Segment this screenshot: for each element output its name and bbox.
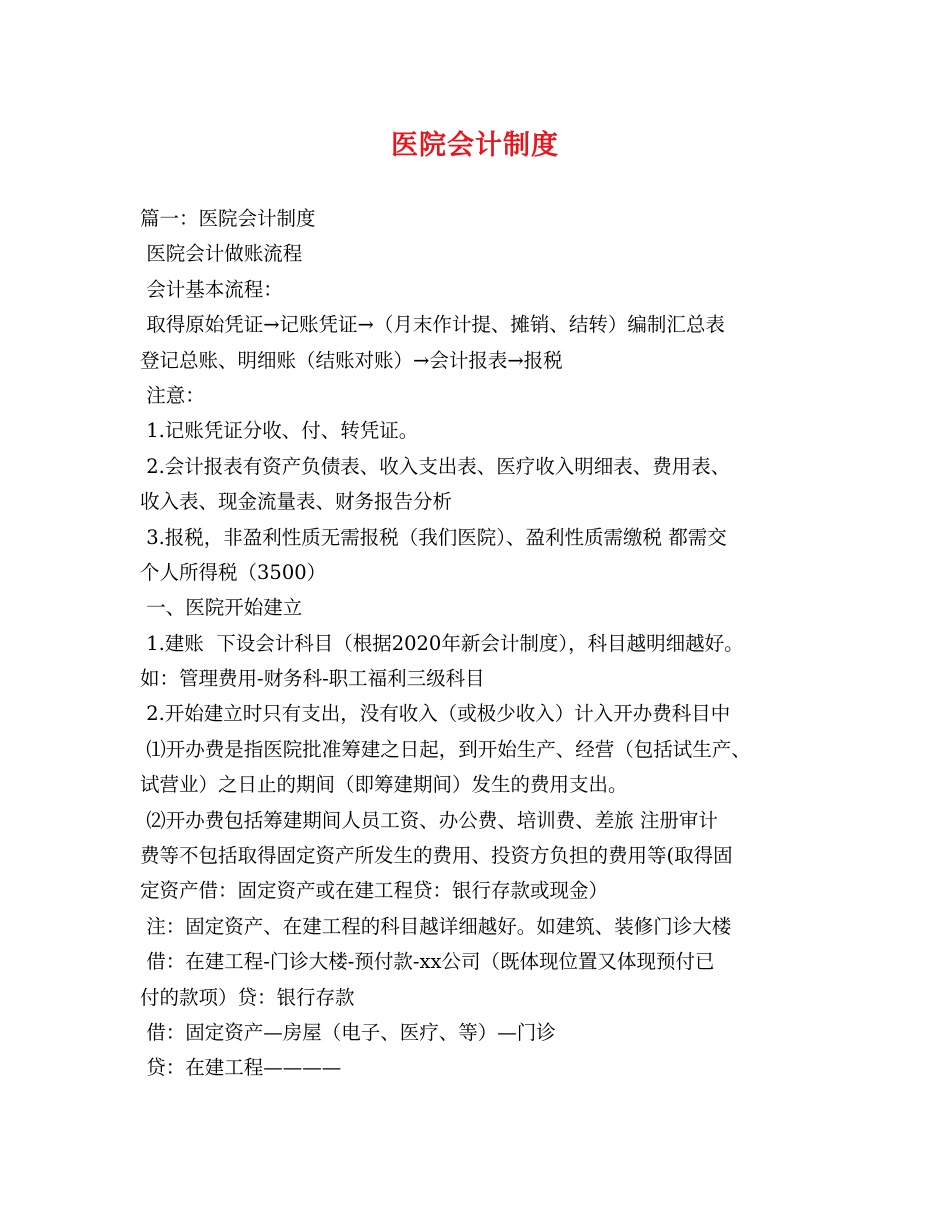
text-line: 3.报税，非盈利性质无需报税（我们医院）、盈利性质需缴税 都需交: [140, 525, 727, 549]
text-line: 1.记账凭证分收、付、转凭证。: [140, 419, 419, 443]
text-line: 会计基本流程：: [140, 277, 283, 301]
text-line: 收入表、现金流量表、财务报告分析: [140, 490, 453, 514]
text-line: ⑴开办费是指医院批准筹建之日起，到开始生产、经营（包括试生产、: [140, 737, 751, 761]
text-line: 定资产借：固定资产或在建工程贷：银行存款或现金）: [140, 879, 609, 903]
document-body: [140, 201, 840, 1086]
text-line: 2.会计报表有资产负债表、收入支出表、医疗收入明细表、费用表、: [140, 454, 731, 478]
text-line: 取得原始凭证→记账凭证→（月末作计提、摊销、结转）编制汇总表: [140, 313, 725, 337]
text-line: 如：管理费用-财务科-职工福利三级科目: [140, 667, 485, 691]
text-line: 贷：在建工程————: [140, 1056, 342, 1080]
text-line: ⑵开办费包括筹建期间人员工资、办公费、培训费、差旅 注册审计: [140, 808, 718, 832]
text-line: 篇一：医院会计制度: [140, 207, 316, 230]
text-line: 付的款项）贷：银行存款: [140, 985, 355, 1009]
text-line: 一、医院开始建立: [140, 596, 303, 620]
text-line: 个人所得税（3500）: [140, 560, 327, 584]
text-line: 1.建账 下设会计科目（根据2020年新会计制度），科目越明细越好。: [140, 631, 744, 655]
text-line: 试营业）之日止的期间（即筹建期间）发生的费用支出。: [140, 773, 628, 797]
text-line: 2.开始建立时只有支出，没有收入（或极少收入）计入开办费科目中: [140, 702, 731, 726]
text-line: 登记总账、明细账（结账对账）→会计报表→报税: [140, 348, 563, 372]
text-line: 注意：: [140, 383, 205, 407]
text-line: 借：在建工程-门诊大楼-预付款-xx公司（既体现位置又体现预付已: [140, 950, 715, 974]
text-line: 注：固定资产、在建工程的科目越详细越好。如建筑、装修门诊大楼: [140, 914, 732, 938]
text-line: 借：固定资产—房屋（电子、医疗、等）—门诊: [140, 1020, 556, 1044]
text-line: 医院会计做账流程: [140, 242, 303, 266]
text-line: 费等不包括取得固定资产所发生的费用、投资方负担的费用等(取得固: [140, 844, 733, 868]
document-title: 医院会计制度: [391, 130, 559, 161]
